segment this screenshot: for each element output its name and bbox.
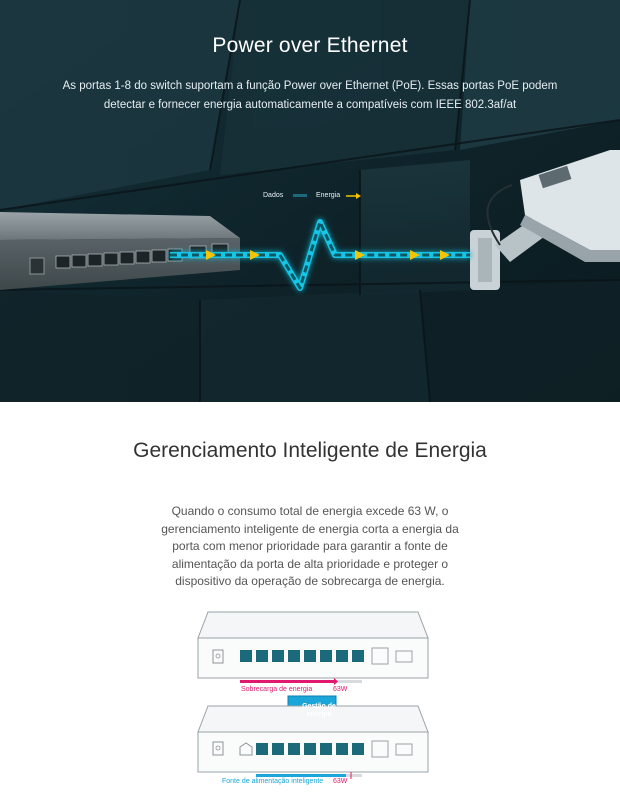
- section-title: Gerenciamento Inteligente de Energia: [133, 439, 487, 462]
- supply-label: Fonte de alimentação inteligente: [222, 778, 324, 785]
- legend-data-swatch: [293, 194, 307, 197]
- switch-before: [198, 612, 428, 678]
- supply-value: 63W: [333, 778, 348, 785]
- legend-data-label: Dados: [263, 192, 284, 199]
- hero-description: As portas 1-8 do switch suportam a função Power over Ethernet (PoE). Essas portas PoE podem detectar e fornecer energia automaticamente a compatíveis com IEEE 802.3af/at: [62, 80, 558, 111]
- poe-hero-banner: [0, 0, 620, 402]
- overload-bar-fill: [240, 680, 336, 683]
- hero-title: Power over Ethernet: [212, 34, 408, 57]
- supply-bar-fill: [256, 774, 346, 777]
- overload-label: Sobrecarga de energia: [241, 686, 313, 693]
- management-label: Gestão de energia: [302, 703, 336, 718]
- section-description: Quando o consumo total de energia excede 63 W, o gerenciamento inteligente de energia corta a energia da porta com menor prioridade para garantir a fonte de alimentação da porta de alta prioridade e proteger o dispositivo da operação de sobrecarga de energia.: [161, 504, 459, 588]
- overload-value: 63W: [333, 686, 348, 693]
- poe-hero-illustration: [0, 0, 620, 402]
- legend-power-label: Energia: [316, 192, 341, 199]
